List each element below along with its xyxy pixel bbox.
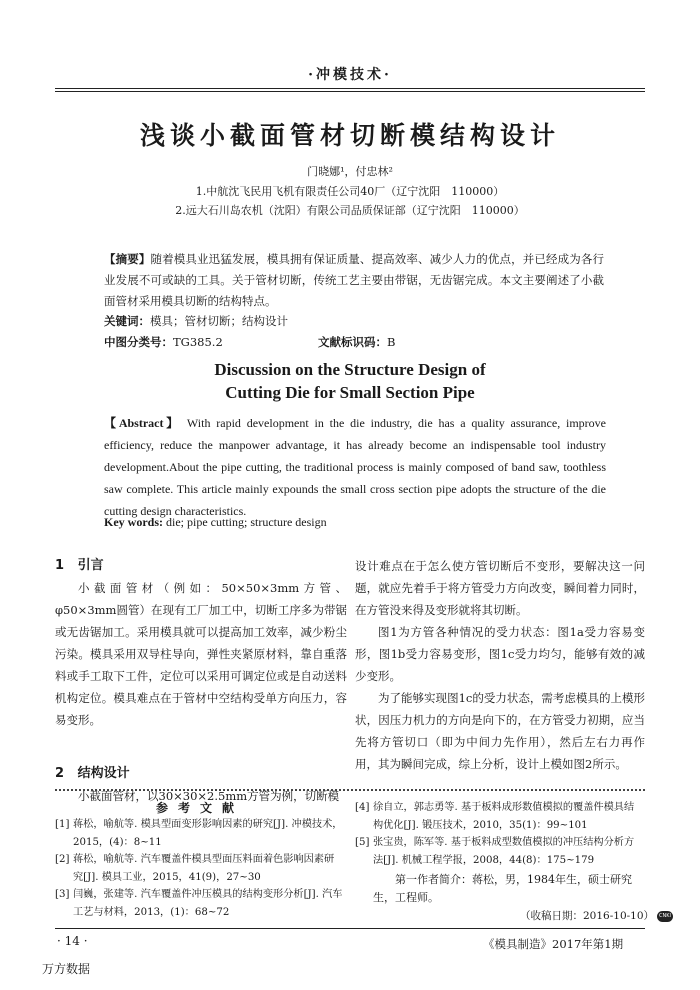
reference-item: [4] 徐自立，郭志勇等. 基于板料成形数值模拟的覆盖件模具结构优化[J]. 锻压技术，2010，35(1)：99~101: [355, 802, 635, 831]
references-right: [355, 799, 650, 869]
abstract-en-label: 【Abstract】: [104, 416, 182, 430]
keywords-cn-text: 模具；管材切断；结构设计: [150, 314, 288, 328]
header-rule-thin: [55, 91, 645, 92]
section-1-paragraph: 小截面管材（例如：50×50×3mm方管、φ50×3mm圆管）在现有工厂加工中，切断工序多为带锯或无齿锯加工。采用模具就可以提高加工效率，减少粉尘污染。模具采用双导柱导向，弹性夹紧原材料，靠自重落料或手工取下工件，定位可以采用可调定位或是自动送料机构定位。模具难点在于管材中空结构受单方向压力，容易变形。: [55, 581, 347, 727]
reference-item: [3] 闫巍，张建等. 汽车覆盖件冲压模具的结构变形分析[J]. 汽车工艺与材料，2013，(1)：68~72: [55, 889, 343, 918]
reference-separator: [55, 789, 645, 791]
classification-value: TG385.2: [173, 335, 223, 349]
english-title: [0, 358, 700, 404]
section-2-title: 结构设计: [77, 766, 130, 781]
section-1-title: 引言: [77, 558, 104, 573]
reference-item: [2] 蒋松，喻航等. 汽车覆盖件模具型面压料面着色影响因素研究[J]. 模具工业，2015，41(9)，27~30: [55, 854, 335, 883]
authors: 门晓娜¹，付忠林²: [307, 165, 393, 178]
received-date-text: （收稿日期：2016-10-10）: [520, 910, 655, 922]
section-2-paragraph: 小截面管材，以30×30×2.5mm方管为例，切断模: [78, 789, 340, 803]
right-column: [355, 555, 645, 775]
footer-rule: [55, 928, 645, 929]
abstract-cn-text: 随着模具业迅猛发展，模具拥有保证质量、提高效率、减少人力的优点，并已经成为各行业发展不可或缺的工具。关于管材切断，传统工艺主要由带锯，无齿锯完成。本文主要阐述了小截面管材采用模具切断的结构特点。: [104, 252, 605, 308]
english-title-line-1: Discussion on the Structure Design of: [214, 360, 486, 379]
header-rule: [55, 88, 645, 89]
abstract-cn-label: 【摘要】: [104, 252, 151, 266]
affiliation-1: 1.中航沈飞民用飞机有限责任公司40厂（辽宁沈阳 110000）: [195, 185, 505, 198]
classification-label: 中图分类号：: [104, 335, 173, 349]
section-2-heading: [55, 764, 347, 784]
left-column-section-2: [55, 764, 347, 784]
keywords-en-label: Key words:: [104, 515, 163, 529]
keywords-cn: [104, 313, 288, 329]
article-title: 浅谈小截面管材切断模结构设计: [139, 121, 560, 150]
keywords-en: [104, 515, 327, 530]
abstract-en: [104, 412, 606, 522]
journal-section-header: ·冲模技术·: [308, 67, 392, 83]
section-2-number: 2: [55, 766, 65, 781]
section-1-heading: [55, 555, 347, 577]
english-title-line-2: Cutting Die for Small Section Pipe: [225, 383, 475, 402]
keywords-en-text: die; pipe cutting; structure design: [163, 515, 327, 529]
doc-code-value: B: [387, 335, 396, 349]
section-1-number: 1: [55, 558, 65, 573]
received-date: [520, 908, 673, 923]
abstract-en-text: With rapid development in the die industry, die has a quality assurance, improve efficiency, reduce the manpower advantage, it has already become an indispensable tool industry development.About the pipe cutting, the traditional process is mainly composed of band saw, toothless saw complete. This article mainly expounds the small cross section pipe adopts the structure of the die cutting design characteristics.: [104, 416, 606, 518]
right-paragraph-2: 图1为方管各种情况的受力状态：图1a受力容易变形，图1b受力容易变形，图1c受力均匀，能够有效的减少变形。: [355, 625, 645, 683]
watermark: 万方数据: [42, 962, 91, 976]
right-paragraph-1: 设计难点在于怎么使方管切断后不变形，要解决这一问题，就应先着手于将方管受力方向改变，瞬间着力同时，在方管没来得及变形就将其切断。: [355, 559, 645, 617]
document-code: [318, 334, 395, 350]
references-heading: 参考文献: [155, 801, 244, 815]
right-paragraph-3: 为了能够实现图1c的受力状态，需考虑模具的上模形状，因压力机力的方向是向下的，在方管受力初期，应当先将方管切口（即为中间力先作用），然后左右力再作用，其为瞬间完成，综上分析，设计上模如图2所示。: [355, 691, 645, 771]
doc-code-label: 文献标识码：: [318, 335, 387, 349]
abstract-cn: [104, 249, 604, 312]
cnki-badge-icon: CNKI: [657, 911, 673, 922]
references-left: [55, 816, 350, 921]
journal-issue: 《模具制造》2017年第1期: [483, 937, 624, 951]
left-column: [55, 555, 347, 731]
classification-number: [104, 334, 223, 350]
keywords-cn-label: 关键词：: [104, 314, 150, 328]
affiliation-2: 2.远大石川岛农机（沈阳）有限公司品质保证部（辽宁沈阳 110000）: [175, 204, 525, 217]
reference-item: [5] 张宝贵，陈军等. 基于板料成型数值模拟的冲压结构分析方法[J]. 机械工程学报，2008，44(8)：175~179: [355, 837, 635, 866]
reference-item: [1] 蒋松，喻航等. 模具型面变形影响因素的研究[J]. 冲模技术，2015，(4)：8~11: [55, 819, 343, 848]
first-author-note: 第一作者简介：蒋松，男，1984年生，硕士研究生，工程师。: [373, 873, 632, 904]
page-number: · 14 ·: [57, 934, 88, 948]
